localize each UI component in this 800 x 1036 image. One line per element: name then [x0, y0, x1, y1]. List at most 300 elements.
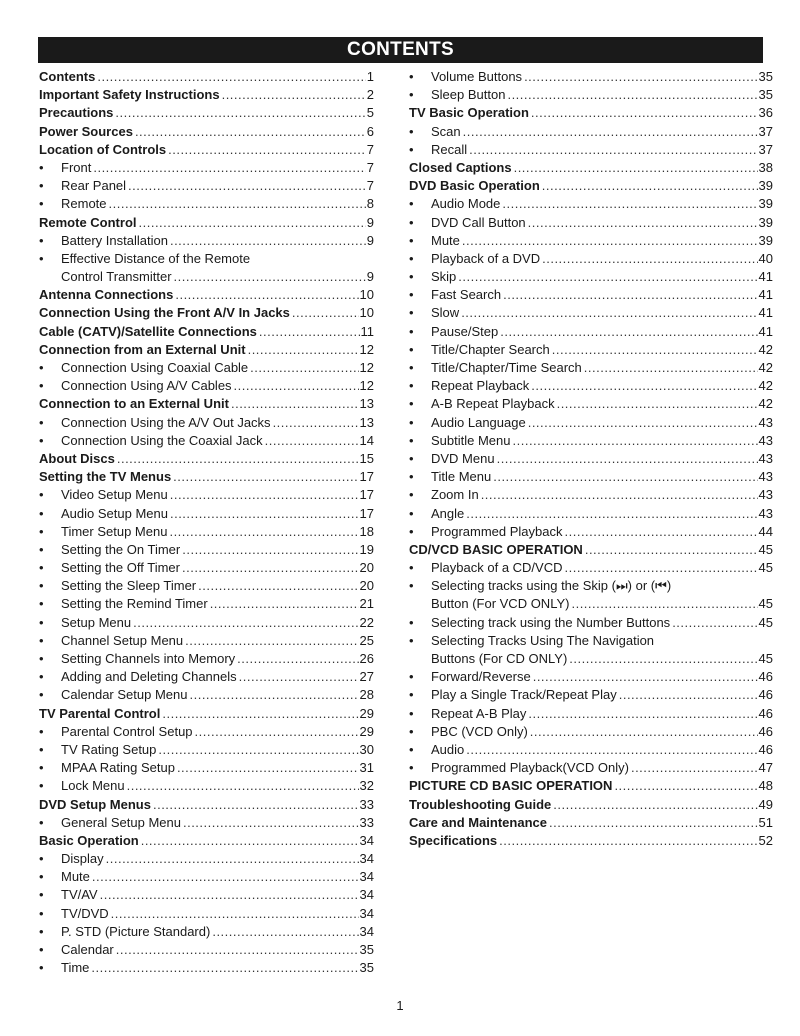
bullet-icon: •	[409, 614, 414, 630]
toc-heading-entry[interactable]	[39, 286, 374, 304]
toc-sub-entry[interactable]	[39, 177, 374, 195]
toc-sub-entry[interactable]	[409, 377, 773, 395]
toc-entry-label: Connection Using the A/V Out Jacks	[61, 414, 271, 430]
toc-heading-entry[interactable]	[39, 705, 374, 723]
toc-sub-entry[interactable]	[39, 195, 374, 213]
toc-sub-entry[interactable]	[39, 632, 374, 650]
toc-entry-label: General Setup Menu	[61, 814, 181, 830]
dot-leader	[169, 523, 358, 541]
toc-entry-label: Subtitle Menu	[431, 432, 511, 448]
toc-sub-entry[interactable]	[39, 432, 374, 450]
toc-sub-entry[interactable]	[409, 686, 773, 704]
toc-page-number: 31	[359, 760, 374, 776]
toc-sub-entry[interactable]	[39, 741, 374, 759]
toc-entry-label: Remote Control	[39, 214, 137, 230]
toc-sub-entry[interactable]	[39, 886, 374, 904]
toc-heading-entry[interactable]	[39, 141, 374, 159]
toc-entry-label: Mute	[431, 232, 460, 248]
bullet-icon: •	[39, 778, 44, 794]
bullet-icon: •	[39, 596, 44, 612]
bullet-icon: •	[409, 632, 414, 648]
toc-heading-entry[interactable]	[39, 468, 374, 486]
toc-sub-entry[interactable]	[409, 486, 773, 504]
toc-entry-label: Troubleshooting Guide	[409, 796, 552, 812]
bullet-icon: •	[409, 69, 414, 84]
toc-heading-entry[interactable]	[39, 123, 374, 141]
toc-page-number: 10	[359, 287, 374, 303]
dot-leader	[183, 814, 359, 832]
toc-entry-label: Closed Captions	[409, 159, 512, 175]
dot-leader	[139, 214, 366, 232]
dot-leader	[569, 650, 757, 668]
toc-sub-entry[interactable]	[409, 450, 773, 468]
toc-heading-entry[interactable]	[409, 104, 773, 122]
dot-leader	[552, 341, 758, 359]
toc-entry-label: Setting the Sleep Timer	[61, 578, 197, 594]
toc-page-number: 35	[359, 960, 374, 976]
dot-leader	[542, 177, 758, 195]
dot-leader	[141, 832, 359, 850]
toc-sub-entry[interactable]	[409, 632, 773, 650]
toc-sub-entry[interactable]	[39, 668, 374, 686]
toc-sub-entry[interactable]	[409, 68, 773, 86]
toc-entry-label: Playback of a CD/VCD	[431, 560, 563, 576]
dot-leader	[239, 668, 359, 686]
bullet-icon: •	[409, 469, 414, 485]
toc-heading-entry[interactable]	[409, 159, 773, 177]
toc-sub-entry[interactable]	[409, 595, 773, 613]
toc-entry-label: Mute	[61, 869, 90, 885]
toc-heading-entry[interactable]	[409, 832, 773, 850]
toc-entry-label: Important Safety Instructions	[39, 87, 220, 103]
toc-sub-entry[interactable]	[39, 723, 374, 741]
toc-entry-label: Connection Using Coaxial Cable	[61, 360, 249, 375]
dot-leader	[571, 595, 757, 613]
toc-entry-label: Setting the On Timer	[61, 541, 181, 557]
toc-heading-entry[interactable]	[39, 796, 374, 814]
bullet-icon: •	[409, 196, 414, 212]
toc-sub-entry[interactable]	[39, 359, 374, 377]
toc-page-number: 45	[758, 614, 773, 630]
dot-leader	[248, 341, 359, 359]
toc-page-number: 10	[359, 305, 374, 321]
toc-sub-entry[interactable]	[39, 377, 374, 395]
dot-leader	[528, 705, 757, 723]
dot-leader	[273, 414, 359, 432]
toc-page-number: 29	[359, 705, 374, 721]
toc-entry-label: TV Parental Control	[39, 705, 161, 721]
toc-heading-entry[interactable]	[39, 450, 374, 468]
toc-page-number: 9	[366, 232, 374, 248]
toc-entry-label: Setup Menu	[61, 614, 132, 630]
toc-entry-label: TV Basic Operation	[409, 105, 529, 121]
toc-entry-label: Selecting Tracks Using The Navigation	[431, 632, 655, 648]
dot-leader	[153, 796, 359, 814]
toc-page-number: 34	[359, 832, 374, 848]
toc-entry-label: Setting the Off Timer	[61, 560, 180, 576]
toc-entry-label: Buttons (For CD ONLY)	[431, 651, 568, 666]
toc-page-number: 7	[366, 159, 374, 175]
dot-leader	[631, 759, 758, 777]
toc-entry-label: Parental Control Setup	[61, 723, 193, 739]
toc-entry-label: Basic Operation	[39, 832, 139, 848]
toc-page-number: 45	[758, 560, 773, 576]
toc-page-number: 43	[758, 450, 773, 466]
toc-entry-label: DVD Menu	[431, 450, 495, 466]
bullet-icon: •	[409, 123, 414, 139]
dot-leader	[234, 377, 359, 395]
dot-leader	[531, 104, 758, 122]
toc-page-number: 39	[758, 196, 773, 212]
toc-heading-entry[interactable]	[39, 395, 374, 413]
toc-page-number: 41	[758, 269, 773, 285]
toc-entry-label: Zoom In	[431, 487, 479, 503]
toc-entry-label: MPAA Rating Setup	[61, 760, 175, 776]
dot-leader	[128, 177, 366, 195]
toc-page-number: 6	[366, 123, 374, 139]
toc-sub-entry[interactable]	[39, 814, 374, 832]
toc-sub-entry[interactable]	[409, 86, 773, 104]
toc-entry-label: Rear Panel	[61, 178, 127, 194]
bullet-icon: •	[409, 705, 414, 721]
toc-sub-entry[interactable]	[409, 559, 773, 577]
dot-leader	[259, 323, 360, 341]
toc-page-number: 39	[758, 178, 773, 194]
toc-page-number: 17	[359, 505, 374, 521]
toc-sub-entry[interactable]	[39, 941, 374, 959]
toc-sub-entry[interactable]	[39, 159, 374, 177]
dot-leader	[542, 250, 757, 268]
dot-leader	[173, 468, 358, 486]
toc-sub-entry[interactable]	[409, 614, 773, 632]
toc-sub-entry[interactable]	[409, 759, 773, 777]
toc-page-number: 27	[359, 669, 374, 685]
dot-leader	[93, 159, 365, 177]
dot-leader	[182, 559, 359, 577]
toc-page-number: 21	[359, 596, 374, 612]
dot-leader	[533, 668, 758, 686]
dot-leader	[182, 541, 358, 559]
toc-heading-entry[interactable]	[39, 214, 374, 232]
toc-heading-entry[interactable]	[409, 177, 773, 195]
toc-page-number: 39	[758, 232, 773, 248]
toc-entry-label: Connection from an External Unit	[39, 341, 246, 357]
toc-page-number: 46	[758, 669, 773, 685]
toc-heading-entry[interactable]	[39, 86, 374, 104]
bullet-icon: •	[409, 414, 414, 430]
toc-page-number: 46	[758, 705, 773, 721]
bullet-icon: •	[409, 687, 414, 703]
toc-sub-entry[interactable]	[39, 268, 374, 286]
bullet-icon: •	[39, 414, 44, 430]
toc-sub-entry[interactable]	[39, 577, 374, 595]
dot-leader	[189, 686, 358, 704]
toc-sub-entry[interactable]	[39, 250, 374, 268]
toc-entry-label: Slow	[431, 305, 460, 321]
toc-heading-entry[interactable]	[409, 814, 773, 832]
toc-page-number: 34	[359, 905, 374, 921]
toc-page-number: 26	[359, 651, 374, 666]
toc-sub-entry[interactable]	[409, 323, 773, 341]
toc-page-number: 22	[359, 614, 374, 630]
toc-page-number: 38	[758, 159, 773, 175]
toc-entry-label: Precautions	[39, 105, 114, 121]
toc-sub-entry[interactable]	[409, 723, 773, 741]
toc-sub-entry[interactable]	[409, 250, 773, 268]
toc-page-number: 14	[359, 432, 374, 448]
dot-leader	[100, 886, 359, 904]
toc-entry-label: Audio Mode	[431, 196, 501, 212]
toc-page-number: 8	[366, 196, 374, 212]
toc-sub-entry[interactable]	[409, 577, 773, 595]
toc-entry-label: Video Setup Menu	[61, 487, 168, 503]
toc-page-number: 39	[758, 214, 773, 230]
dot-leader	[198, 577, 358, 595]
toc-heading-entry[interactable]	[409, 777, 773, 795]
toc-page-number: 33	[359, 796, 374, 812]
toc-page-number: 12	[359, 360, 374, 375]
toc-page-number: 48	[758, 778, 773, 794]
toc-entry-label: Play a Single Track/Repeat Play	[431, 687, 617, 703]
toc-entry-label: Connection Using A/V Cables	[61, 378, 232, 394]
toc-entry-label: A-B Repeat Playback	[431, 396, 555, 412]
bullet-icon: •	[409, 287, 414, 303]
toc-sub-entry[interactable]	[409, 395, 773, 413]
toc-entry-label: Selecting track using the Number Buttons	[431, 614, 671, 630]
toc-sub-entry[interactable]	[409, 268, 773, 286]
bullet-icon: •	[39, 378, 44, 394]
toc-sub-entry[interactable]	[39, 777, 374, 795]
bullet-icon: •	[39, 905, 44, 921]
toc-sub-entry[interactable]	[409, 523, 773, 541]
toc-page-number: 17	[359, 487, 374, 503]
toc-page-number: 44	[758, 523, 773, 539]
toc-page-number: 52	[758, 832, 773, 848]
toc-sub-entry[interactable]	[409, 195, 773, 213]
toc-sub-entry[interactable]	[409, 741, 773, 759]
toc-heading-entry[interactable]	[39, 323, 374, 341]
toc-page-number: 1	[366, 69, 374, 84]
toc-entry-label: Front	[61, 159, 92, 175]
toc-sub-entry[interactable]	[409, 141, 773, 159]
toc-page-number: 7	[366, 141, 374, 157]
toc-entry-label: Power Sources	[39, 123, 133, 139]
toc-sub-entry[interactable]	[409, 232, 773, 250]
toc-sub-entry[interactable]	[409, 705, 773, 723]
toc-entry-label: Selecting tracks using the Skip (⏭) or (⏮)	[431, 578, 672, 594]
bullet-icon: •	[39, 614, 44, 630]
toc-entry-label: PICTURE CD BASIC OPERATION	[409, 778, 613, 794]
bullet-icon: •	[39, 523, 44, 539]
toc-entry-label: Connection to an External Unit	[39, 396, 229, 412]
toc-page-number: 42	[758, 396, 773, 412]
bullet-icon: •	[409, 669, 414, 685]
bullet-icon: •	[39, 178, 44, 194]
toc-page-number: 51	[758, 814, 773, 830]
toc-sub-entry[interactable]	[39, 905, 374, 923]
toc-page-number: 35	[758, 87, 773, 103]
bullet-icon: •	[39, 923, 44, 939]
toc-page-number: 12	[359, 378, 374, 394]
dot-leader	[111, 905, 359, 923]
toc-sub-entry[interactable]	[39, 414, 374, 432]
bullet-icon: •	[409, 305, 414, 321]
toc-page-number: 20	[359, 560, 374, 576]
dot-leader	[481, 486, 758, 504]
toc-sub-entry[interactable]	[39, 614, 374, 632]
toc-page-number: 37	[758, 123, 773, 139]
bullet-icon: •	[39, 760, 44, 776]
toc-entry-label: TV/AV	[61, 887, 98, 903]
toc-entry-label: Title/Chapter Search	[431, 341, 550, 357]
toc-entry-label: Battery Installation	[61, 232, 168, 248]
toc-page-number: 45	[758, 596, 773, 612]
bullet-icon: •	[409, 378, 414, 394]
toc-page-number: 41	[758, 305, 773, 321]
toc-entry-label: Forward/Reverse	[431, 669, 531, 685]
toc-page-number: 41	[758, 323, 773, 339]
toc-page-number: 45	[758, 651, 773, 666]
toc-sub-entry[interactable]	[409, 650, 773, 668]
toc-sub-entry[interactable]	[39, 505, 374, 523]
dot-leader	[170, 505, 359, 523]
toc-sub-entry[interactable]	[39, 759, 374, 777]
toc-heading-entry[interactable]	[39, 304, 374, 322]
toc-sub-entry[interactable]	[39, 686, 374, 704]
toc-sub-entry[interactable]	[39, 868, 374, 886]
toc-page-number: 30	[359, 741, 374, 757]
dot-leader	[115, 104, 365, 122]
toc-entry-label: P. STD (Picture Standard)	[61, 923, 211, 939]
dot-leader	[162, 705, 358, 723]
toc-sub-entry[interactable]	[409, 432, 773, 450]
toc-page-number: 2	[366, 87, 374, 103]
toc-page-number: 46	[758, 723, 773, 739]
toc-sub-entry[interactable]	[39, 232, 374, 250]
dot-leader	[231, 395, 359, 413]
toc-entry-label: Remote	[61, 196, 107, 212]
toc-sub-entry[interactable]	[409, 359, 773, 377]
bullet-icon: •	[39, 669, 44, 685]
toc-entry-label: Playback of a DVD	[431, 250, 541, 266]
toc-entry-label: Repeat A-B Play	[431, 705, 527, 721]
toc-page-number: 42	[758, 360, 773, 375]
toc-page-number: 45	[758, 541, 773, 557]
toc-entry-label: Pause/Step	[431, 323, 499, 339]
toc-page-number: 28	[359, 687, 374, 703]
toc-sub-entry[interactable]	[39, 541, 374, 559]
bullet-icon: •	[409, 214, 414, 230]
dot-leader	[502, 195, 757, 213]
toc-page-number: 32	[359, 778, 374, 794]
toc-sub-entry[interactable]	[409, 214, 773, 232]
contents-title: CONTENTS	[38, 37, 763, 63]
toc-page-number: 33	[359, 814, 374, 830]
toc-sub-entry[interactable]	[409, 505, 773, 523]
dot-leader	[127, 777, 359, 795]
toc-sub-entry[interactable]	[39, 850, 374, 868]
toc-heading-entry[interactable]	[409, 541, 773, 559]
toc-sub-entry[interactable]	[39, 523, 374, 541]
toc-sub-entry[interactable]	[39, 595, 374, 613]
toc-page-number: 25	[359, 632, 374, 648]
dot-leader	[170, 486, 359, 504]
dot-leader	[237, 650, 358, 668]
bullet-icon: •	[39, 869, 44, 885]
toc-heading-entry[interactable]	[39, 341, 374, 359]
bullet-icon: •	[409, 432, 414, 448]
toc-page-number: 13	[359, 396, 374, 412]
toc-heading-entry[interactable]	[39, 832, 374, 850]
dot-leader	[514, 159, 758, 177]
toc-page-number: 11	[360, 323, 374, 339]
toc-sub-entry[interactable]	[409, 468, 773, 486]
toc-sub-entry[interactable]	[39, 923, 374, 941]
toc-sub-entry[interactable]	[409, 286, 773, 304]
toc-entry-label: DVD Call Button	[431, 214, 526, 230]
toc-page-number: 34	[359, 923, 374, 939]
toc-page-number: 41	[758, 287, 773, 303]
toc-heading-entry[interactable]	[409, 796, 773, 814]
toc-entry-label: Volume Buttons	[431, 69, 523, 84]
toc-page-number: 17	[359, 469, 374, 485]
dot-leader	[528, 214, 758, 232]
toc-entry-label: Calendar Setup Menu	[61, 687, 188, 703]
toc-sub-entry[interactable]	[39, 650, 374, 668]
bullet-icon: •	[39, 360, 44, 375]
toc-sub-entry[interactable]	[39, 559, 374, 577]
toc-entry-label: Channel Setup Menu	[61, 632, 184, 648]
dot-leader	[97, 68, 365, 86]
toc-sub-entry[interactable]	[39, 959, 374, 977]
toc-sub-entry[interactable]	[409, 304, 773, 322]
toc-sub-entry[interactable]	[409, 123, 773, 141]
toc-sub-entry[interactable]	[409, 341, 773, 359]
toc-page-number: 35	[359, 942, 374, 957]
bullet-icon: •	[39, 487, 44, 503]
toc-heading-entry[interactable]	[39, 68, 374, 86]
toc-sub-entry[interactable]	[39, 486, 374, 504]
toc-page-number: 9	[366, 269, 374, 285]
toc-page-number: 40	[758, 250, 773, 266]
dot-leader	[117, 450, 359, 468]
dot-leader	[553, 796, 757, 814]
bullet-icon: •	[39, 578, 44, 594]
toc-page-number: 43	[758, 469, 773, 485]
toc-page-number: 34	[359, 869, 374, 885]
bullet-icon: •	[409, 578, 414, 594]
bullet-icon: •	[39, 851, 44, 867]
bullet-icon: •	[39, 250, 44, 266]
dot-leader	[557, 395, 758, 413]
toc-sub-entry[interactable]	[409, 414, 773, 432]
toc-entry-label: TV/DVD	[61, 905, 109, 921]
toc-entry-label: Setting Channels into Memory	[61, 651, 236, 666]
toc-right-column	[409, 68, 773, 850]
bullet-icon: •	[39, 723, 44, 739]
dot-leader	[497, 450, 758, 468]
toc-page-number: 35	[758, 69, 773, 84]
toc-entry-label: Audio Language	[431, 414, 526, 430]
toc-page-number: 36	[758, 105, 773, 121]
toc-entry-label: Button (For VCD ONLY)	[431, 596, 570, 612]
toc-heading-entry[interactable]	[39, 104, 374, 122]
toc-sub-entry[interactable]	[409, 668, 773, 686]
dot-leader	[250, 359, 358, 377]
bullet-icon: •	[39, 505, 44, 521]
dot-leader	[292, 304, 359, 322]
page-number: 1	[396, 998, 404, 1013]
